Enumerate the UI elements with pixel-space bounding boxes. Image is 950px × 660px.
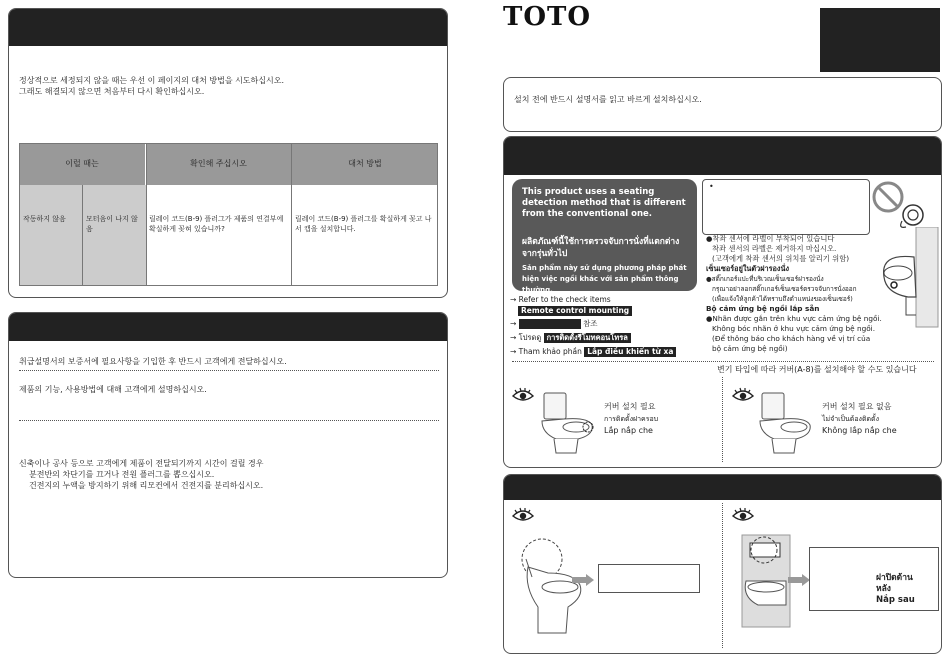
install-notice-panel xyxy=(503,77,942,132)
rear-cover-label xyxy=(876,573,915,606)
ref-tag-vi[interactable]: Lắp điều khiển từ xa xyxy=(584,347,676,357)
ref-line-3: → 참조 xyxy=(510,319,598,328)
sensor-note-10: Không bóc nhãn ở khu vực cảm ứng bệ ngồi. xyxy=(712,324,876,333)
handover-line-5: 건전지의 누액을 방지하기 위해 리모컨에서 건전지를 분리하십시오. xyxy=(29,481,264,490)
right-arrow-icon xyxy=(572,571,596,590)
eye-icon xyxy=(512,387,534,403)
customer-handover-header xyxy=(9,313,447,341)
handover-divider-1 xyxy=(19,370,439,371)
cover-not-required-th: ไม่จำเป็นต้องติดตั้ง xyxy=(822,415,880,423)
sensor-note-box xyxy=(702,179,870,235)
ref-prefix-1: Refer to the check items xyxy=(518,295,611,304)
seating-detection-th: ผลิตภัณฑ์นี้ใช้การตรวจจับการนั่งที่แตกต่างจากรุ่นทั่วไป xyxy=(522,237,680,259)
sensor-note-3: (고객에게 착좌 센서의 위치를 알리기 위함) xyxy=(712,254,850,263)
table-col-line-2 xyxy=(146,143,147,286)
ref-line-2 xyxy=(518,305,632,317)
troubleshooting-panel xyxy=(8,8,448,298)
rear-cover-label-vi: Nắp sau xyxy=(876,595,915,605)
ref-tag-th[interactable]: การติดตั้งรีโมทคอนโทรล xyxy=(544,333,631,343)
sensor-note-5: ●สติ๊กเกอร์แปะที่บริเวณเซ็นเซอร์ฝารองนั่ง xyxy=(706,275,824,283)
rear-cover-label-th-2: หลัง xyxy=(876,584,891,594)
ref-prefix-th: โปรดดู xyxy=(518,333,542,342)
table-cell-action: 릴레이 코드(B-9) 플러그를 확실하게 꽂고 나서 캡을 설치합니다. xyxy=(295,215,432,233)
sensor-note-lines xyxy=(706,234,896,354)
wall-toilet-illustration xyxy=(876,227,940,341)
sensor-note-8: Bộ cảm ứng bệ ngồi lắp sẵn xyxy=(706,304,820,313)
rear-cover-label-th-1: ฝาปิดด้าน xyxy=(876,573,913,583)
sensor-note-1: ●착좌 센서에 라벨이 부착되어 있습니다 xyxy=(706,234,835,243)
close-coupled-toilet-right xyxy=(758,389,812,461)
ref-line-1: → Refer to the check items xyxy=(510,295,611,304)
cover-required-th: การติดตั้งฝาครอบ xyxy=(604,415,659,423)
rear-cover-panel xyxy=(503,474,942,654)
close-coupled-toilet-left xyxy=(540,389,594,461)
cover-not-required-vi: Không lắp nắp che xyxy=(822,426,897,435)
seating-sensor-header xyxy=(504,137,941,175)
sensor-note-9: ●Nhãn được gắn trên khu vực cảm ứng bệ ngồi. xyxy=(706,314,882,323)
sensor-note-12: bộ cảm ứng bệ ngồi) xyxy=(712,344,788,353)
table-cell-check: 릴레이 코드(B-9) 플러그가 제품의 연결부에 확실하게 꽂혀 있습니까? xyxy=(149,215,284,233)
customer-handover-panel xyxy=(8,312,448,578)
intro-line-1: 정상적으로 세정되지 않을 때는 우선 이 페이지의 대처 방법을 시도하십시오. xyxy=(19,76,284,85)
ref-tag-blank[interactable] xyxy=(519,319,581,329)
eye-icon xyxy=(732,507,754,523)
intro-line-2: 그래도 해결되지 않으면 처음부터 다시 확인하십시오. xyxy=(19,87,205,96)
floor-result-box xyxy=(598,564,700,593)
cover-note: 변기 타입에 따라 커버(A-8)를 설치해야 할 수도 있습니다 xyxy=(717,365,917,374)
wall-result-box xyxy=(809,547,939,611)
table-header-action-label: 대처 방법 xyxy=(348,159,382,168)
cover-not-required-ko: 커버 설치 필요 없음 xyxy=(822,402,892,411)
seating-detection-vi: Sản phẩm này sử dụng phương pháp phát hiện việc ngồi khác với sản phẩm thông thường. xyxy=(522,264,687,294)
ref-tag-remote-mounting[interactable]: Remote control mounting xyxy=(518,306,632,316)
sensor-note-4: เซ็นเซอร์อยู่ในตัวฝารองนั่ง xyxy=(706,264,790,273)
handover-line-1: 취급설명서의 보증서에 필요사항을 기입한 후 반드시 고객에게 전달하십시오. xyxy=(19,357,287,366)
rear-cover-split-line xyxy=(722,503,723,648)
handover-line-4: 분전반의 차단기를 끄거나 전원 플러그를 뽑으십시오. xyxy=(29,470,215,479)
handover-line-2: 제품의 기능, 사용방법에 대해 고객에게 설명하십시오. xyxy=(19,385,207,394)
table-col-line-3 xyxy=(291,143,292,286)
sensor-note-2: 착좌 센서의 라벨은 제거하지 마십시오. xyxy=(712,244,837,253)
cover-not-required-lines xyxy=(822,401,897,437)
ref-prefix-vi: Tham khảo phần xyxy=(518,347,582,356)
handover-divider-2 xyxy=(19,420,439,421)
ref-line-4: → โปรดดู การติดตั้งรีโมทคอนโทรล xyxy=(510,332,631,344)
table-col-line-1 xyxy=(82,185,83,286)
seating-detection-box xyxy=(512,179,697,294)
ref-line-5: → Tham khảo phần Lắp điều khiển từ xa xyxy=(510,346,676,358)
floor-toilet-illustration xyxy=(518,537,588,651)
handover-line-3: 신축이나 공사 등으로 고객에게 제품이 전달되기까지 시간이 걸릴 경우 xyxy=(19,459,264,468)
cover-divider xyxy=(512,361,934,362)
install-notice-text: 설치 전에 반드시 설명서를 읽고 바르게 설치하십시오. xyxy=(514,95,702,104)
table-header-situation-label: 이럴 때는 xyxy=(65,159,99,168)
sensor-note-7: (เพื่อแจ้งให้ลูกค้าได้ทราบถึงตำแหน่งของเซ็นเซอร์) xyxy=(712,295,853,303)
sensor-note-6: กรุณาอย่าลอกสติ๊กเกอร์เซ็นเซอร์ตรวจจับการนั่งออก xyxy=(712,285,857,293)
seating-detection-en: This product uses a seating detection method that is different from the conventional one. xyxy=(522,187,686,219)
cover-required-vi: Lắp nắp che xyxy=(604,426,653,435)
ref-suffix-ko: 참조 xyxy=(583,319,598,328)
cover-required-ko: 커버 설치 필요 xyxy=(604,402,656,411)
cover-split-line xyxy=(722,377,723,462)
table-cell-symptom: 작동하지 않음 xyxy=(23,215,66,223)
wall-hung-toilet-illustration xyxy=(736,531,796,645)
seating-sensor-panel xyxy=(503,136,942,468)
toto-logo: TOTO xyxy=(503,2,591,32)
table-cell-subsymptom: 모터음이 나지 않음 xyxy=(86,215,138,233)
cover-required-lines xyxy=(604,401,658,437)
corner-dark-block xyxy=(820,8,940,72)
table-header-check-label: 확인해 주십시오 xyxy=(190,159,247,168)
eye-icon xyxy=(732,387,754,403)
sensor-bullet-mark: • xyxy=(709,182,714,191)
sensor-note-11: (Để thông báo cho khách hàng về vị trí của xyxy=(712,334,871,343)
rear-cover-header xyxy=(504,475,941,500)
troubleshooting-header xyxy=(9,9,447,46)
table-shaded-cell xyxy=(20,185,146,285)
eye-icon xyxy=(512,507,534,523)
